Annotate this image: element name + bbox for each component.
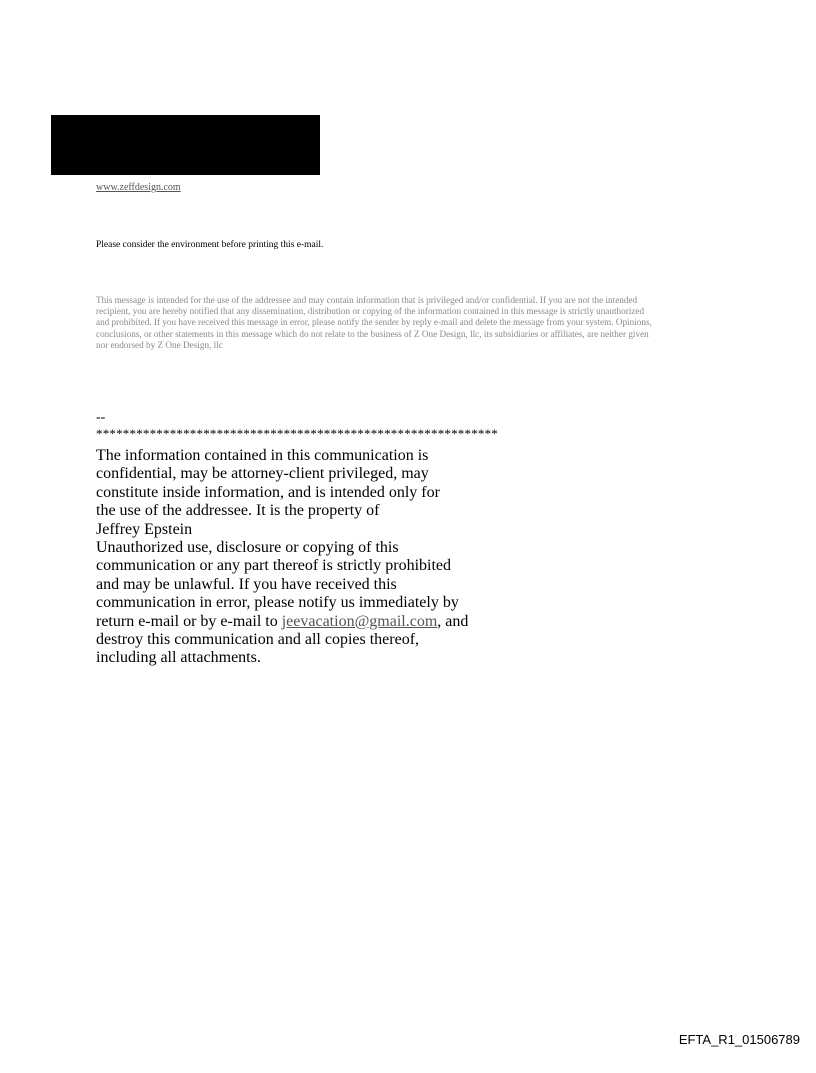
email-line-prefix: return e-mail or by e-mail to (96, 612, 282, 630)
confidentiality-notice (96, 295, 726, 351)
disclaimer-email-line (96, 613, 468, 631)
disclaimer-line: communication or any part thereof is strictly prohibited (96, 557, 452, 575)
disclaimer-line: The information contained in this communication is (96, 447, 429, 464)
signature-separator: -- (96, 410, 106, 425)
disclaimer-line: constitute inside information, and is intended only for (96, 483, 440, 501)
notice-line: This message is intended for the use of the addressee and may contain information that is privileged and/or confidential. If you are not the intended (96, 295, 638, 305)
disclaimer-line: the use of the addressee. It is the property of (96, 502, 380, 520)
legal-disclaimer (96, 447, 468, 668)
redaction-block (51, 115, 320, 175)
notice-line: and prohibited. If you have received this message in error, please notify the sender by reply e-mail and delete the message from your system. Opinions, (96, 317, 652, 328)
notice-line: nor endorsed by Z One Design, llc (96, 339, 223, 350)
disclaimer-line: and may be unlawful. If you have received this (96, 575, 397, 593)
disclaimer-line: Unauthorized use, disclosure or copying of this (96, 539, 399, 557)
notice-line: recipient, you are hereby notified that any dissemination, distribution or copying of the information contained in this message is strictly unauthorized (96, 306, 645, 317)
notice-line: conclusions, or other statements in this message which do not relate to the business of Z One Design, llc, its subsidiaries or affiliates, are neither given (96, 328, 649, 339)
disclaimer-line: confidential, may be attorney-client privileged, may (96, 465, 429, 483)
disclaimer-line: including all attachments. (96, 649, 261, 667)
document-id: EFTA_R1_01506789 (678, 1032, 800, 1047)
environment-note: Please consider the environment before printing this e-mail. (96, 240, 324, 250)
disclaimer-line: destroy this communication and all copies thereof, (96, 631, 420, 649)
website-link[interactable]: www.zeffdesign.com (96, 182, 181, 193)
asterisk-divider: ************************************************************ (96, 426, 498, 441)
disclaimer-line: Jeffrey Epstein (96, 520, 193, 538)
email-link[interactable]: jeevacation@gmail.com (281, 612, 438, 630)
disclaimer-line: communication in error, please notify us immediately by (96, 594, 459, 612)
email-line-suffix: , and (437, 612, 469, 630)
